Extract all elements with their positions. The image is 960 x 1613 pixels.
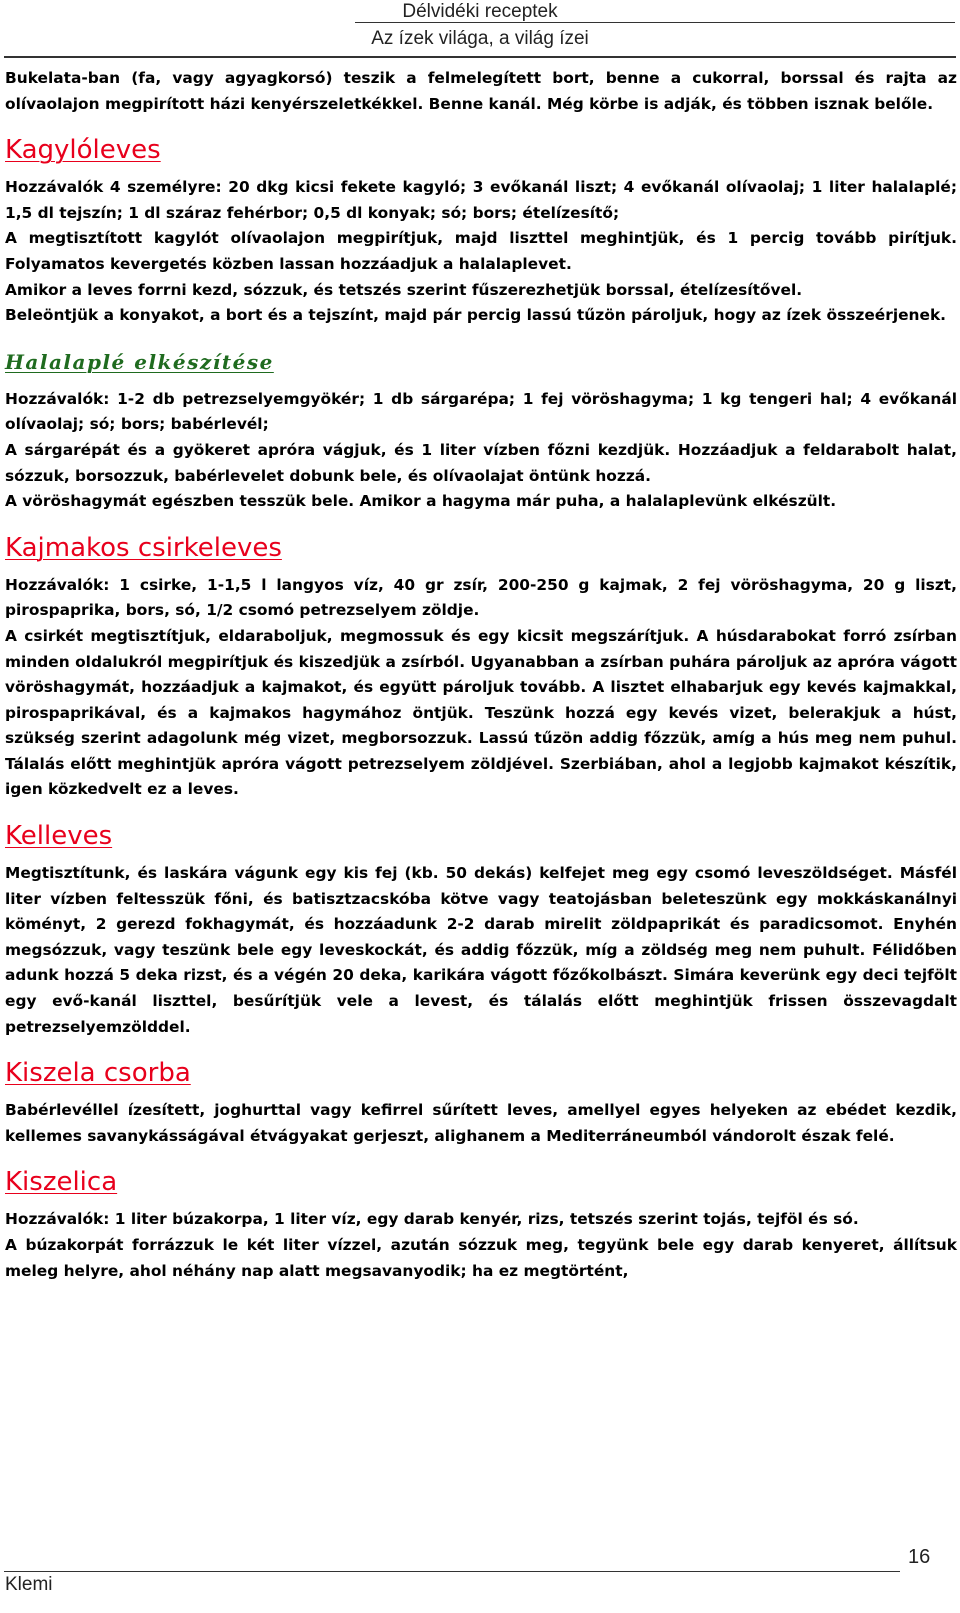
header-title: Délvidéki receptek [402,1,558,22]
recipe-title: Kajmakos csirkeleves [5,532,282,563]
recipe-kajmakos-csirkeleves [5,533,957,803]
header-subtitle: Az ízek világa, a világ ízei [371,28,589,49]
header-rule-top [355,22,955,23]
page-body [5,66,957,1284]
page-number: 16 [908,1546,931,1568]
recipe-title: Kagylóleves [5,135,161,166]
recipe-kiszela-csorba [5,1058,957,1149]
recipe-paragraph: A vöröshagymát egészben tesszük bele. Amikor a hagyma már puha, a halalaplevünk elkészült. [5,492,837,511]
recipe-paragraph: Hozzávalók: 1 csirke, 1-1,5 l langyos víz, 40 gr zsír, 200-250 g kajmak, 2 fej vöröshagyma, 20 g liszt, pirospaprika, bors, só, 1/2 csomó petrezselyem zöldje. [5,575,957,620]
footer-author: Klemi [5,1574,53,1595]
footer-rule [4,1571,900,1572]
recipe-paragraph: Hozzávalók: 1-2 db petrezselyemgyökér; 1 db sárgarépa; 1 fej vöröshagyma; 1 kg tengeri hal; 4 evőkanál olívaolaj; só; bors; babérlevél; [5,389,957,434]
recipe-paragraph: Babérlevéllel ízesített, joghurttal vagy kefirrel sűrített leves, amellyel egyes helyeken az ebédet kezdik, kellemes savanykásságával étvágyakat gerjeszt, alighanem a Mediterráneumból vándorolt észak felé. [5,1101,957,1145]
recipe-paragraph: A sárgarépát és a gyökeret apróra vágjuk, és 1 liter vízben főzni kezdjük. Hozzáadjuk a feldarabolt halat, sózzuk, borsozzuk, babérlevelet dobunk bele, és olívaolajat öntünk hozzá. [5,440,957,485]
recipe-paragraph: A csirkét megtisztítjuk, eldaraboljuk, megmossuk és egy kicsit megszárítjuk. A húsdarabokat forró zsírban minden oldalukról megpirítjuk és kiszedjük a zsírból. Ugyanabban a zsírban puhára pároljuk az apróra vágott vöröshagymát, hozzáadjuk a kajmakot, és együtt pároljuk tovább. A lisztet elhabarjuk egy kevés kajmakkal, pirospaprikával, és a kajmakos hagymához öntjük. Teszünk hozzá egy kevés vizet, belerakjuk a húst, szükség szerint adagolunk még vizet, megborsozzuk. Lassú tűzön addig főzzük, amíg a hús meg nem puhul. Tálalás előtt meghintjük apróra vágott petrezselyem zöldjével. Szerbiában, ahol a legjobb kajmakot készítik, igen közkedvelt ez a leves. [5,626,957,799]
intro-paragraph: Bukelata-ban (fa, vagy agyagkorsó) teszik a felmelegített bort, benne a cukorral, borssal és rajta az olívaolajon megpirított házi kenyérszeletkékkel. Benne kanál. Még körbe is adják, és többen isznak belőle. [5,69,957,113]
recipe-paragraph: Hozzávalók 4 személyre: 20 dkg kicsi fekete kagyló; 3 evőkanál liszt; 4 evőkanál olívaolaj; 1 liter halalaplé; 1,5 dl tejszín; 1 dl száraz fehérbor; 0,5 dl konyak; só; bors; ételízesítő; [5,178,957,222]
recipe-title: Halalaplé elkészítése [5,349,274,374]
recipe-paragraph: Megtisztítunk, és laskára vágunk egy kis fej (kb. 50 dekás) kelfejet meg egy csomó leveszöldséget. Másfél liter vízben feltesszük főni, és batisztzacskóba kötve vagy teatojásban beleteszünk egy mokkáskanálnyi köményt, 2 gerezd fokhagymát, és hozzáadunk 2-2 darab mirelit zöldpaprikát és paradicsomot. Enyhén megsózzuk, vagy teszünk bele egy leveskockát, és addig főzzük, míg a zöldség meg nem puhult. Félidőben adunk hozzá 5 deka rizst, és a végén 20 deka, karikára vágott főzőkolbászt. Simára keverünk egy deci tejfölt egy evő-kanál liszttel, besűrítjük vele a levest, és tálalás előtt meghintjük frissen összevagdalt petrezselyemzölddel. [5,864,957,1036]
recipe-title: Kelleves [5,821,113,852]
recipe-paragraph: Amikor a leves forrni kezd, sózzuk, és tetszés szerint fűszerezhetjük borssal, ételízesítővel. [5,280,803,299]
recipe-kelleves [5,821,957,1040]
recipe-title: Kiszelica [5,1167,118,1198]
recipe-paragraph: Hozzávalók: 1 liter búzakorpa, 1 liter víz, egy darab kenyér, rizs, tetszés szerint tojás, tejföl és só. [5,1210,859,1229]
header-rule-bottom [4,56,956,58]
recipe-kiszelica [5,1167,957,1284]
recipe-kagyloleves [5,135,957,329]
recipe-halalaple [5,347,957,515]
recipe-paragraph: Beleöntjük a konyakot, a bort és a tejszínt, majd pár percig lassú tűzön pároljuk, hogy az ízek összeérjenek. [5,306,947,325]
recipe-title: Kiszela csorba [5,1058,191,1089]
recipe-paragraph: A búzakorpát forrázzuk le két liter vízzel, azután sózzuk meg, tegyünk bele egy darab kenyeret, állítsuk meleg helyre, ahol néhány nap alatt megsavanyodik; ha ez megtörtént, [5,1236,957,1280]
recipe-paragraph: A megtisztított kagylót olívaolajon megpirítjuk, majd liszttel meghintjük, és 1 percig tovább pirítjuk. Folyamatos kevergetés közben lassan hozzáadjuk a halalaplevet. [5,229,957,273]
